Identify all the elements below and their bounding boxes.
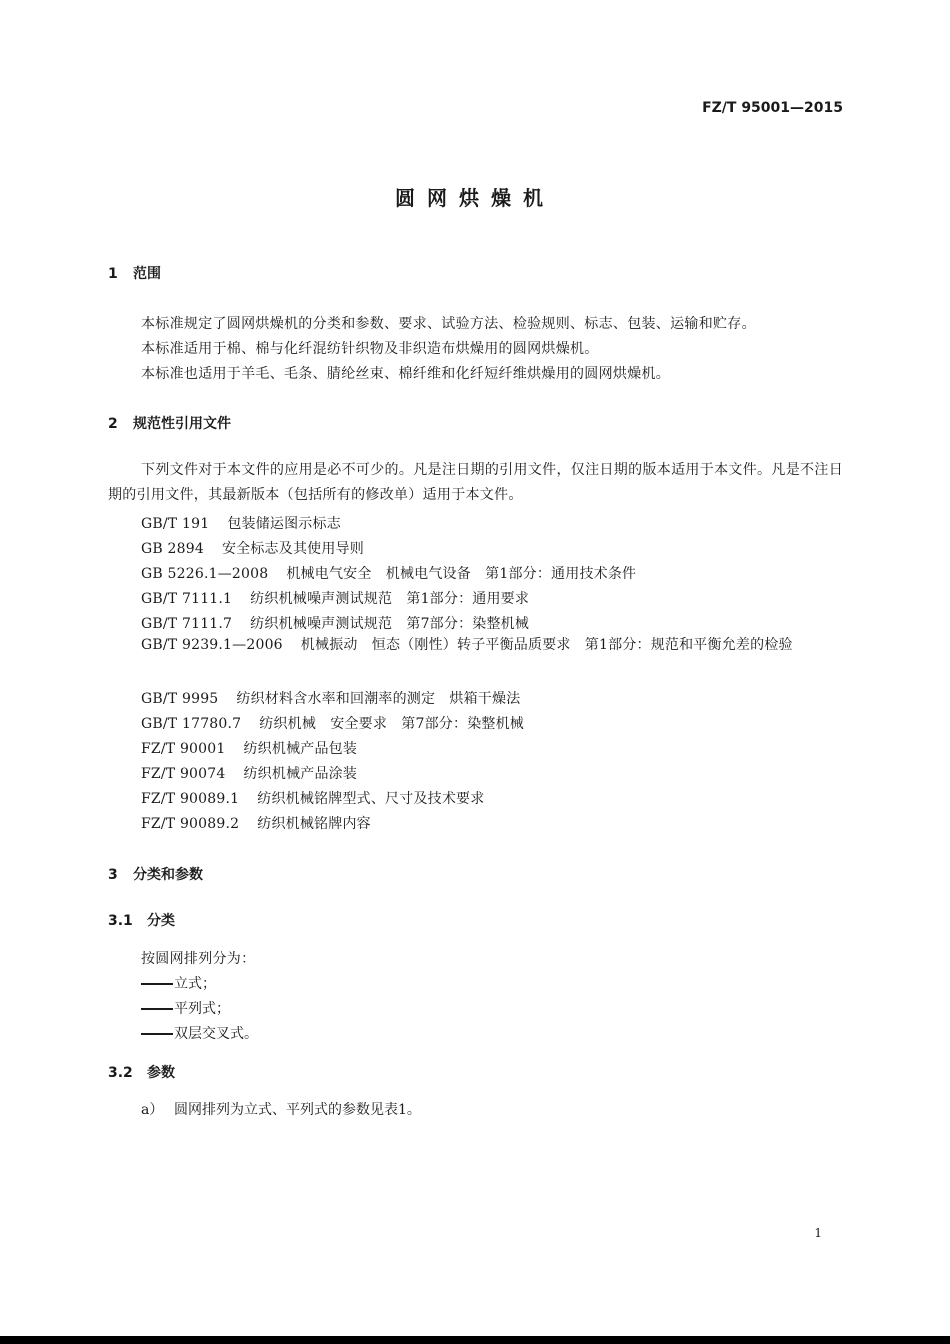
reference-title: 纺织机械产品涂装: [243, 766, 358, 782]
section-number: 3.2: [108, 1065, 133, 1081]
reference-code: GB/T 17780.7: [141, 716, 242, 732]
section-title: 范围: [133, 266, 161, 282]
reference-item: [141, 763, 357, 783]
section-number: 3.1: [108, 913, 133, 929]
section-title: 规范性引用文件: [133, 416, 231, 432]
reference-title: 纺织机械铭牌型式、尺寸及技术要求: [257, 791, 485, 807]
scope-paragraph: 本标准规定了圆网烘燥机的分类和参数、要求、试验方法、检验规则、标志、包装、运输和贮存。: [141, 316, 756, 332]
reference-title: 纺织机械噪声测试规范 第1部分：通用要求: [250, 591, 530, 607]
list-item: [141, 998, 230, 1018]
section-title: 分类和参数: [133, 867, 203, 883]
reference-title: 纺织机械噪声测试规范 第7部分：染整机械: [250, 616, 530, 632]
dash-mark: [141, 1008, 173, 1010]
scope-paragraph: 本标准适用于棉、棉与化纤混纺针织物及非织造布烘燥用的圆网烘燥机。: [141, 341, 599, 357]
scope-paragraph: 本标准也适用于羊毛、毛条、腈纶丝束、棉纤维和化纤短纤维烘燥用的圆网烘燥机。: [141, 366, 671, 382]
reference-title: 纺织机械产品包装: [243, 741, 358, 757]
list-item: [141, 973, 216, 993]
sub-item: [141, 1099, 421, 1119]
reference-title: 纺织材料含水率和回潮率的测定 烘箱干燥法: [236, 691, 521, 707]
reference-title: 包装储运图示标志: [227, 516, 341, 532]
reference-code: GB/T 7111.1: [141, 591, 233, 607]
references-intro: 下列文件对于本文件的应用是必不可少的。凡是注日期的引用文件，仅注日期的版本适用于本文件。凡是不注日期的引用文件，其最新版本（包括所有的修改单）适用于本文件。: [108, 462, 843, 503]
reference-code: GB/T 191: [141, 516, 210, 532]
section-1-heading: [108, 263, 161, 283]
list-item-text: 平列式；: [174, 1001, 230, 1017]
reference-item: [141, 588, 529, 608]
sub-item-text: 圆网排列为立式、平列式的参数见表1。: [174, 1102, 421, 1118]
classification-intro: 按圆网排列分为：: [141, 951, 256, 967]
reference-item: [141, 788, 484, 808]
standard-code: FZ/T 95001—2015: [702, 100, 843, 116]
section-title: 参数: [147, 1065, 175, 1081]
reference-item: [108, 633, 843, 658]
reference-code: GB 2894: [141, 541, 204, 557]
reference-title: 安全标志及其使用导则: [221, 541, 364, 557]
page-bottom-edge: [0, 1336, 950, 1344]
reference-code: FZ/T 90001: [141, 741, 226, 757]
section-number: 1: [108, 266, 118, 282]
section-2-heading: [108, 413, 231, 433]
section-3-2-heading: [108, 1062, 175, 1082]
reference-item: [141, 613, 529, 633]
section-3-heading: [108, 864, 203, 884]
page-number: 1: [814, 1226, 822, 1240]
section-title: 分类: [147, 913, 175, 929]
reference-title: 机械振动 恒态（刚性）转子平衡品质要求 第1部分：规范和平衡允差的检验: [300, 637, 793, 653]
reference-item: [141, 813, 371, 833]
dash-mark: [141, 983, 173, 985]
reference-title: 纺织机械铭牌内容: [257, 816, 371, 832]
section-3-1-heading: [108, 910, 175, 930]
reference-item: [141, 513, 341, 533]
section-number: 2: [108, 416, 118, 432]
dash-mark: [141, 1033, 173, 1035]
document-title: 圆网烘燥机: [395, 186, 555, 210]
reference-item: [141, 563, 636, 583]
list-item-text: 双层交叉式。: [174, 1026, 258, 1042]
sub-item-mark: a）: [141, 1102, 164, 1118]
reference-title: 纺织机械 安全要求 第7部分：染整机械: [259, 716, 524, 732]
reference-code: GB/T 9995: [141, 691, 219, 707]
reference-item: [141, 688, 520, 708]
list-item: [141, 1023, 258, 1043]
list-item-text: 立式；: [174, 976, 216, 992]
reference-code: FZ/T 90074: [141, 766, 226, 782]
reference-item: [141, 713, 524, 733]
reference-code: FZ/T 90089.2: [141, 816, 240, 832]
reference-title: 机械电气安全 机械电气设备 第1部分：通用技术条件: [286, 566, 637, 582]
reference-item: [141, 738, 357, 758]
reference-code: GB/T 9239.1—2006: [141, 637, 283, 653]
reference-code: GB/T 7111.7: [141, 616, 233, 632]
reference-code: GB 5226.1—2008: [141, 566, 269, 582]
reference-item: [141, 538, 364, 558]
section-number: 3: [108, 867, 118, 883]
reference-code: FZ/T 90089.1: [141, 791, 240, 807]
